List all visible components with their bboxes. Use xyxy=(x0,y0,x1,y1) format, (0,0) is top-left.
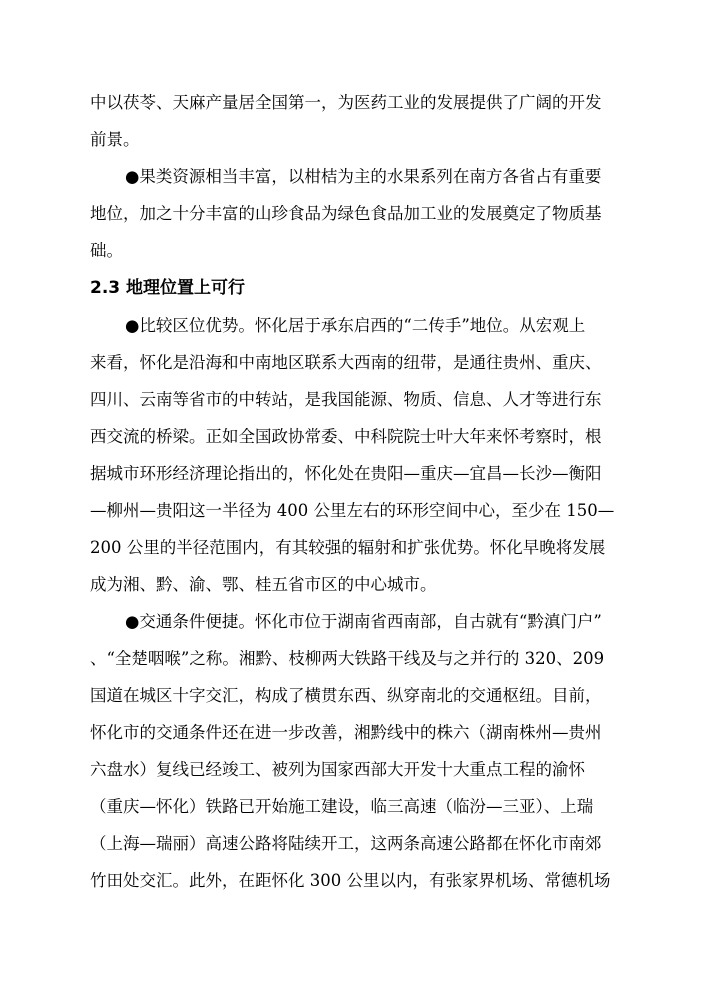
paragraph-line-13: 成为湘、黔、渝、鄂、桂五省市区的中心城市。 xyxy=(90,575,437,594)
paragraph-line-1: 中以茯苓、天麻产量居全国第一，为医药工业的发展提供了广阔的开发 xyxy=(90,93,602,112)
paragraph-line-15: 、“全楚咽喉”之称。湘黔、枝柳两大铁路干线及与之并行的 320、209 xyxy=(90,649,605,668)
paragraph-line-12: 200 公里的半径范围内，有其较强的辐射和扩张优势。怀化早晚将发展 xyxy=(90,538,606,557)
paragraph-line-9: 西交流的桥梁。正如全国政协常委、中科院院士叶大年来怀考察时，根 xyxy=(90,427,602,446)
paragraph-line-14: ●交通条件便捷。怀化市位于湖南省西南部，自古就有“黔滇门户” xyxy=(125,612,602,631)
paragraph-line-4: 地位，加之十分丰富的山珍食品为绿色食品加工业的发展奠定了物质基 xyxy=(90,204,602,223)
paragraph-line-20: （上海—瑞丽）高速公路将陆续开工，这两条高速公路都在怀化市南郊 xyxy=(90,834,602,853)
paragraph-line-3: ●果类资源相当丰富，以柑桔为主的水果系列在南方各省占有重要 xyxy=(125,167,602,186)
paragraph-line-11: —柳州—贵阳这一半径为 400 公里左右的环形空间中心，至少在 150— xyxy=(90,501,615,520)
paragraph-line-19: （重庆—怀化）铁路已开始施工建设，临三高速（临汾—三亚）、上瑞 xyxy=(90,797,594,816)
paragraph-line-7: 来看，怀化是沿海和中南地区联系大西南的纽带，是通往贵州、重庆、 xyxy=(90,353,602,372)
paragraph-line-17: 怀化市的交通条件还在进一步改善，湘黔线中的株六（湖南株州—贵州 xyxy=(90,723,602,742)
paragraph-line-21: 竹田处交汇。此外，在距怀化 300 公里以内，有张家界机场、常德机场 xyxy=(90,871,611,890)
paragraph-line-18: 六盘水）复线已经竣工、被列为国家西部大开发十大重点工程的渝怀 xyxy=(90,760,585,779)
paragraph-line-6: ●比较区位优势。怀化居于承东启西的“二传手”地位。从宏观上 xyxy=(125,316,586,335)
paragraph-line-5: 础。 xyxy=(90,241,123,260)
paragraph-line-2: 前景。 xyxy=(90,130,140,149)
paragraph-line-16: 国道在城区十字交汇，构成了横贯东西、纵穿南北的交通枢纽。目前， xyxy=(90,686,602,705)
section-heading: 2.3 地理位置上可行 xyxy=(90,278,246,298)
paragraph-line-8: 四川、云南等省市的中转站，是我国能源、物质、信息、人才等进行东 xyxy=(90,390,602,409)
paragraph-line-10: 据城市环形经济理论指出的，怀化处在贵阳—重庆—宜昌—长沙—衡阳 xyxy=(90,464,602,483)
